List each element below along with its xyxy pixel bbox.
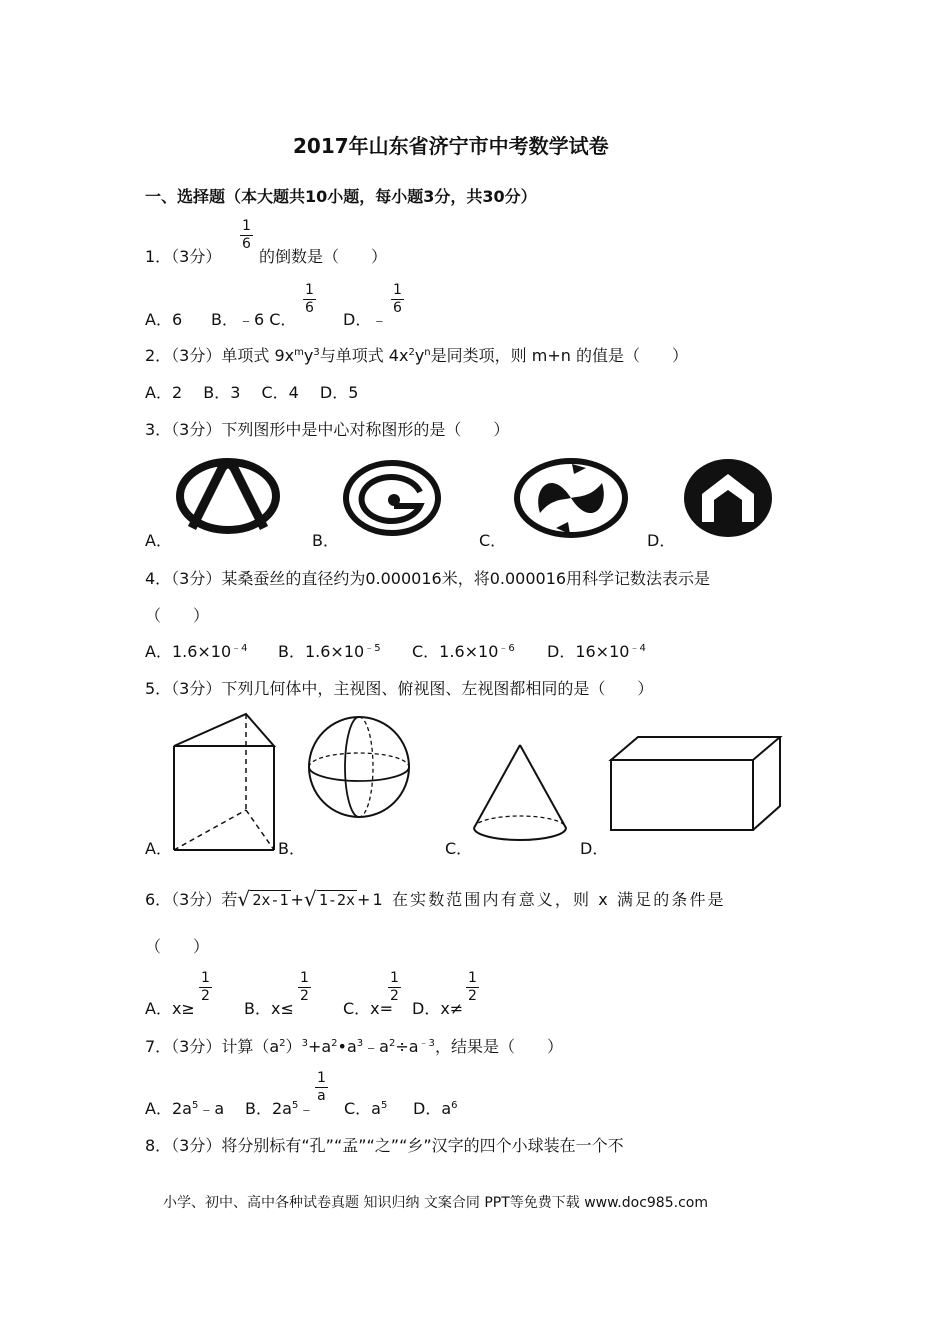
q6-option-c-fraction [388,970,401,1005]
option-exponent: ﹣4 [629,643,646,654]
q1-option-b: B．﹣6 C． [211,310,297,329]
q6-prefix: 6．（3分）若 [145,890,238,909]
q4-option-c [412,639,515,662]
question-4-paren: （ ） [145,606,210,625]
q7-text-part: 7．（3分）计算（a [145,1037,280,1056]
figure-a-emblem [176,458,280,534]
fraction-denominator: 6 [393,300,402,316]
q5-label-c: C． [445,839,473,858]
section-heading: 一、选择题（本大题共10小题，每小题3分，共30分） [145,187,537,206]
q3-label-d: D． [647,531,676,550]
q1-option-d: D．﹣ [343,310,388,329]
option-base: A．2a [145,1099,192,1118]
q6-option-a-fraction [199,970,212,1005]
q1-option-c-fraction [303,282,316,317]
question-1-prefix: 1．（3分） [145,247,222,266]
question-6-stem [145,887,726,910]
q6-option-b-fraction [298,970,311,1005]
q7-text-part: +a [307,1037,332,1056]
radicand: 2x-1 [252,891,289,909]
question-5-stem: 5．（3分）下列几何体中，主视图、俯视图、左视图都相同的是（ ） [145,679,654,698]
option-base: D．16×10 [547,642,630,661]
radical-sign: √ [303,887,317,911]
q5-label-b: B． [278,839,305,858]
fraction-denominator: 2 [390,988,399,1004]
question-1-fraction [240,218,253,253]
fraction-numerator: 1 [201,970,210,986]
fraction-numerator: 1 [242,218,251,234]
question-6-paren: （ ） [145,937,210,956]
option-base: B．1.6×10 [278,642,365,661]
q7-text-part: ，结果是（ ） [434,1037,563,1056]
figure-cone [470,742,574,846]
q1-option-a: A．6 [145,310,183,329]
fraction-numerator: 1 [305,282,314,298]
question-1-stem: 的倒数是（ ） [259,247,388,266]
plus-sign: + [290,890,304,909]
q7-text-part: •a [337,1037,357,1056]
q7-option-b-fraction [315,1070,328,1105]
fraction-denominator: a [317,1088,326,1104]
option-exponent: ﹣6 [498,643,515,654]
question-3-stem: 3．（3分）下列图形中是中心对称图形的是（ ） [145,420,510,439]
option-base: C．1.6×10 [412,642,499,661]
sqrt-expression [303,887,357,911]
option-tail: ﹣a [198,1099,225,1118]
q3-label-a: A． [145,531,172,550]
fraction-numerator: 1 [393,282,402,298]
q6-option-d-fraction [466,970,479,1005]
figure-c-emblem [512,458,630,540]
figure-triangular-prism [170,710,280,854]
q6-option-d: D．x≠ [412,999,464,1018]
q2-text-part: y [303,346,314,365]
fraction-denominator: 6 [242,236,251,252]
q7-superscript: ﹣3 [418,1038,435,1049]
question-4-stem: 4．（3分）某桑蚕丝的直径约为0.000016米，将0.000016用科学记数法表示是 [145,569,711,588]
q5-label-d: D． [580,839,609,858]
fraction-denominator: 6 [305,300,314,316]
q7-text-part: ） [285,1037,302,1056]
q4-option-b [278,639,381,662]
q7-option-b [245,1096,314,1119]
q6-option-c: C．x= [343,999,394,1018]
question-8-stem: 8．（3分）将分别标有“孔”“孟”“之”“乡”汉字的四个小球装在一个不 [145,1136,624,1155]
q1-option-d-fraction [391,282,404,317]
page-footer: 小学、初中、高中各种试卷真题 知识归纳 文案合同 PPT等免费下载 www.doc985.com [163,1195,708,1211]
fraction-denominator: 2 [468,988,477,1004]
q7-option-c [344,1096,387,1119]
option-base: D．a [413,1099,452,1118]
q3-label-b: B． [312,531,339,550]
q2-text-part: 是同类项，则 m+n 的值是（ ） [430,346,688,365]
radicand: 1-2x [318,891,356,909]
question-2-options: A．2 B．3 C．4 D．5 [145,383,359,402]
option-base: B．2a [245,1099,292,1118]
figure-d-emblem [680,456,776,540]
option-base: C．a [344,1099,381,1118]
q2-superscript: n [424,347,431,358]
q2-text-part: 与单项式 4x [319,346,409,365]
option-exponent: ﹣4 [231,643,248,654]
fraction-denominator: 2 [201,988,210,1004]
q6-suffix: +1 在实数范围内有意义，则 x 满足的条件是 [357,890,726,909]
q2-superscript: 2 [408,347,415,358]
fraction-numerator: 1 [317,1070,326,1086]
fraction-numerator: 1 [300,970,309,986]
sqrt-expression [237,887,290,911]
q2-text-part: 2．（3分）单项式 9x [145,346,295,365]
q2-text-part: y [414,346,425,365]
figure-cuboid [608,734,784,834]
q7-superscript: 3 [301,1038,308,1049]
q7-option-d [413,1096,458,1119]
q7-text-part: ﹣a [363,1037,389,1056]
fraction-numerator: 1 [468,970,477,986]
figure-sphere [306,714,412,820]
q7-superscript: 2 [388,1038,396,1049]
fraction-numerator: 1 [390,970,399,986]
page-title: 2017年山东省济宁市中考数学试卷 [293,134,609,158]
q3-label-c: C． [479,531,507,550]
option-tail: ﹣ [298,1099,315,1118]
q2-superscript: m [294,347,304,358]
q6-option-b: B．x≤ [244,999,294,1018]
q7-superscript: 3 [356,1038,364,1049]
option-exponent: 5 [380,1100,388,1111]
question-2-stem [145,343,688,366]
q6-option-a: A．x≥ [145,999,195,1018]
q7-superscript: 2 [331,1038,338,1049]
q2-superscript: 3 [313,347,320,358]
q5-label-a: A． [145,839,172,858]
q4-option-d [547,639,646,662]
option-exponent: 5 [291,1100,299,1111]
radical-sign: √ [237,887,251,911]
question-7-stem [145,1034,563,1057]
q7-option-a [145,1096,224,1119]
q4-option-a [145,639,248,662]
q7-superscript: 2 [279,1038,286,1049]
fraction-denominator: 2 [300,988,309,1004]
option-exponent: ﹣5 [364,643,381,654]
option-exponent: 6 [451,1100,458,1111]
option-base: A．1.6×10 [145,642,232,661]
option-exponent: 5 [191,1100,199,1111]
figure-b-emblem [342,460,442,538]
q7-text-part: ÷a [395,1037,419,1056]
